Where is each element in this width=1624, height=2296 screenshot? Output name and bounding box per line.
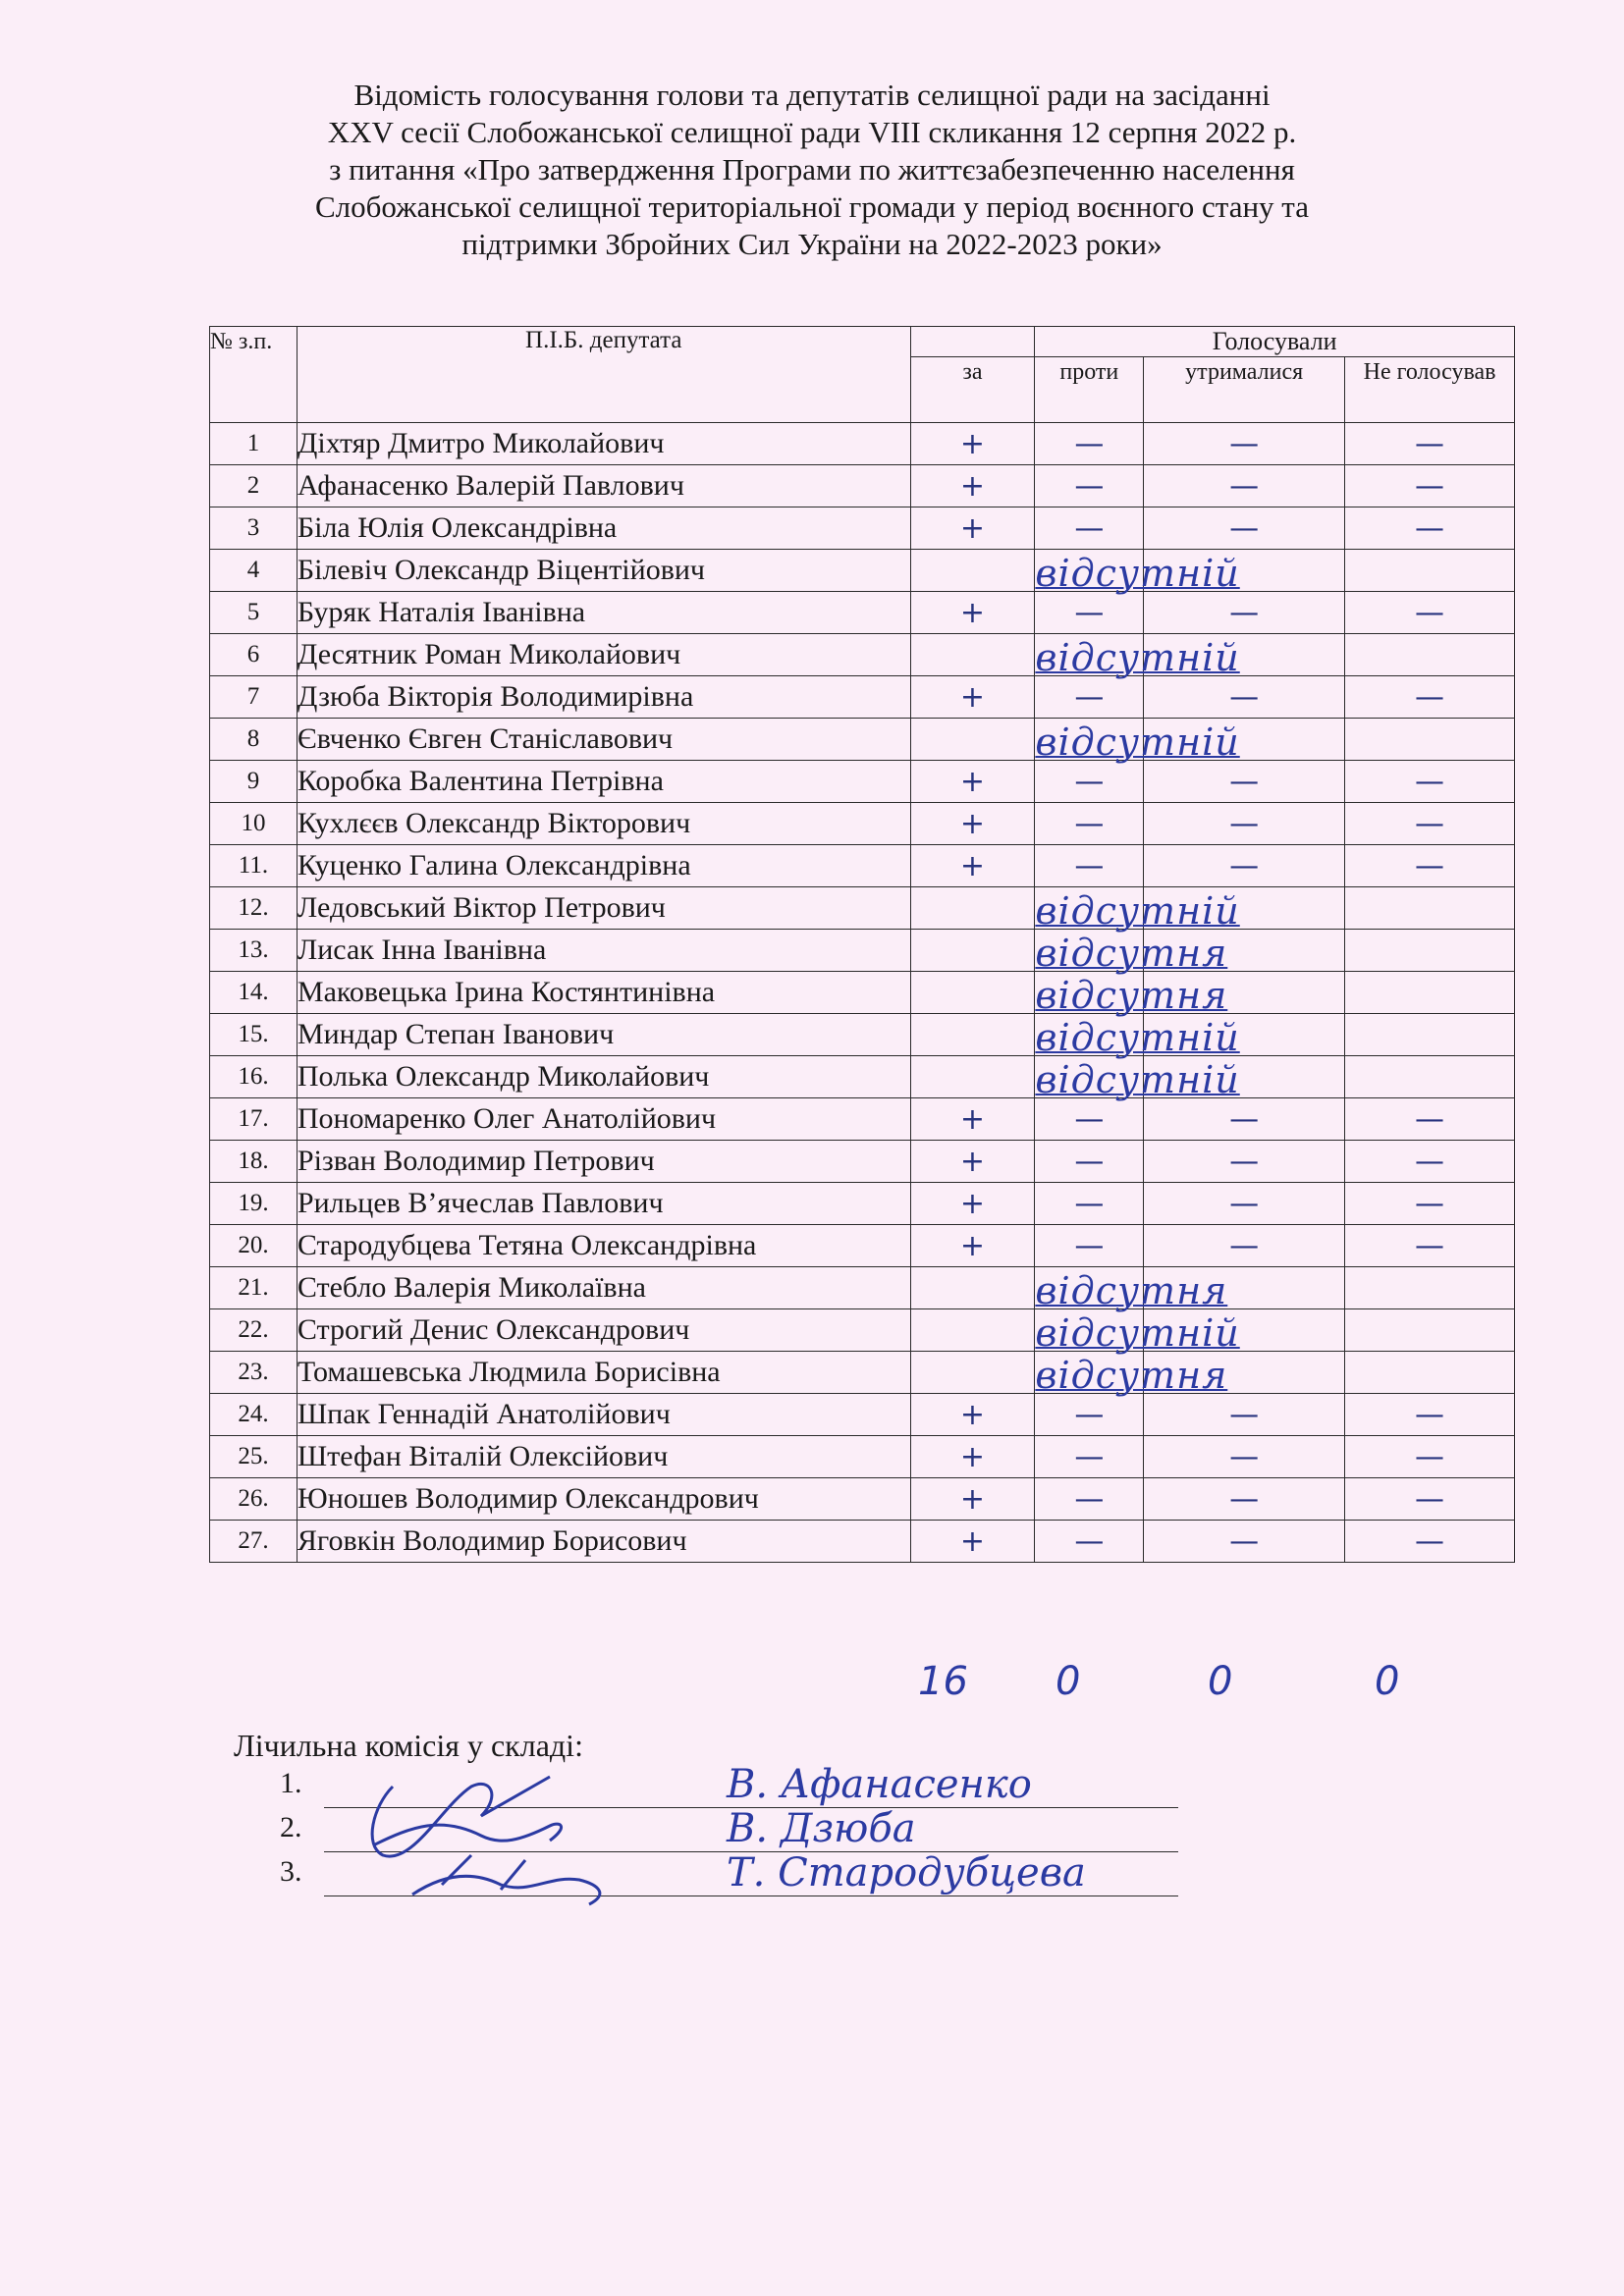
title-line: підтримки Збройних Сил України на 2022-2023 роки» (461, 227, 1163, 261)
row-number: 7 (210, 676, 298, 719)
header-name: П.І.Б. депутата (297, 327, 910, 423)
row-number: 19. (210, 1183, 298, 1225)
deputy-name: Куценко Галина Олександрівна (297, 845, 910, 887)
deputy-name: Діхтяр Дмитро Миколайович (297, 423, 910, 465)
vote-ne-holosuvav: — (1345, 1436, 1515, 1478)
vote-proty: — (1035, 465, 1144, 507)
vote-ne-holosuvav: — (1345, 676, 1515, 719)
table-row (210, 803, 1515, 845)
total-utrymalysia: 0 (1208, 1659, 1233, 1704)
vote-ne-holosuvav (1345, 1014, 1515, 1056)
vote-za: + (910, 1394, 1035, 1436)
vote-za: + (910, 676, 1035, 719)
absent-note: відсутній (1035, 889, 1240, 933)
vote-ne-holosuvav: — (1345, 423, 1515, 465)
vote-za: + (910, 592, 1035, 634)
header-proty: проти (1035, 357, 1144, 423)
vote-ne-holosuvav: — (1345, 1478, 1515, 1521)
vote-za: + (910, 1225, 1035, 1267)
vote-za: + (910, 465, 1035, 507)
deputy-name: Біла Юлія Олександрівна (297, 507, 910, 550)
table-row (210, 887, 1515, 930)
vote-proty (1035, 1056, 1240, 1101)
member-name: В. Афанасенко (727, 1762, 1032, 1807)
vote-za (910, 719, 1035, 761)
row-number: 27. (210, 1521, 298, 1563)
vote-utrymalysia: — (1144, 1478, 1345, 1521)
member-name: В. Дзюба (727, 1806, 916, 1851)
vote-ne-holosuvav: — (1345, 507, 1515, 550)
table-row (210, 1183, 1515, 1225)
vote-utrymalysia (1144, 1352, 1345, 1394)
vote-za: + (910, 1098, 1035, 1141)
vote-utrymalysia: — (1144, 1225, 1345, 1267)
vote-za (910, 1309, 1035, 1352)
row-number: 17. (210, 1098, 298, 1141)
table-row (210, 423, 1515, 465)
row-number: 8 (210, 719, 298, 761)
table-row (210, 1014, 1515, 1056)
absent-note: відсутня (1035, 974, 1228, 1017)
deputy-name: Миндар Степан Іванович (297, 1014, 910, 1056)
row-number: 3 (210, 507, 298, 550)
absent-note: відсутній (1035, 1058, 1240, 1101)
deputy-name: Штефан Віталій Олексійович (297, 1436, 910, 1478)
vote-utrymalysia: — (1144, 845, 1345, 887)
deputy-name: Десятник Роман Миколайович (297, 634, 910, 676)
vote-ne-holosuvav: — (1345, 465, 1515, 507)
vote-za: + (910, 423, 1035, 465)
vote-proty: — (1035, 1436, 1144, 1478)
vote-utrymalysia: — (1144, 1436, 1345, 1478)
vote-ne-holosuvav: — (1345, 845, 1515, 887)
vote-ne-holosuvav: — (1345, 1098, 1515, 1141)
member-number: 1. (280, 1767, 302, 1799)
deputy-name: Буряк Наталія Іванівна (297, 592, 910, 634)
vote-za: + (910, 1141, 1035, 1183)
vote-ne-holosuvav (1345, 930, 1515, 972)
vote-utrymalysia (1144, 887, 1345, 930)
vote-za: + (910, 803, 1035, 845)
header-voted: Голосували (1035, 327, 1515, 357)
vote-proty: — (1035, 1183, 1144, 1225)
deputy-name: Томашевська Людмила Борисівна (297, 1352, 910, 1394)
vote-utrymalysia: — (1144, 465, 1345, 507)
vote-ne-holosuvav: — (1345, 1183, 1515, 1225)
absent-note: відсутня (1035, 1354, 1228, 1397)
vote-proty (1035, 887, 1240, 933)
row-number: 25. (210, 1436, 298, 1478)
row-number: 9 (210, 761, 298, 803)
vote-proty: — (1035, 1098, 1144, 1141)
vote-ne-holosuvav: — (1345, 1521, 1515, 1563)
vote-utrymalysia: — (1144, 423, 1345, 465)
table-row (210, 676, 1515, 719)
vote-proty: — (1035, 1521, 1144, 1563)
vote-ne-holosuvav (1345, 1352, 1515, 1394)
table-row (210, 1267, 1515, 1309)
vote-ne-holosuvav (1345, 1056, 1515, 1098)
table-row (210, 1225, 1515, 1267)
deputy-name: Ледовський Віктор Петрович (297, 887, 910, 930)
vote-proty (1035, 930, 1228, 975)
deputy-name: Пономаренко Олег Анатолійович (297, 1098, 910, 1141)
row-number: 15. (210, 1014, 298, 1056)
deputy-name: Стебло Валерія Миколаївна (297, 1267, 910, 1309)
header-ne-holosuvav: Не голосував (1345, 357, 1515, 423)
vote-za (910, 634, 1035, 676)
vote-utrymalysia: — (1144, 1098, 1345, 1141)
table-row (210, 930, 1515, 972)
vote-ne-holosuvav (1345, 1309, 1515, 1352)
vote-utrymalysia: — (1144, 1183, 1345, 1225)
deputy-name: Євченко Євген Станіславович (297, 719, 910, 761)
row-number: 12. (210, 887, 298, 930)
table-row (210, 550, 1515, 592)
absent-note: відсутня (1035, 932, 1228, 975)
deputy-name: Білевіч Олександр Віцентійович (297, 550, 910, 592)
table-row (210, 1309, 1515, 1352)
absent-note: відсутній (1035, 636, 1240, 679)
member-number: 3. (280, 1855, 302, 1888)
vote-utrymalysia: — (1144, 676, 1345, 719)
row-number: 22. (210, 1309, 298, 1352)
table-row (210, 1521, 1515, 1563)
vote-utrymalysia (1144, 1014, 1345, 1056)
deputy-name: Кухлєєв Олександр Вікторович (297, 803, 910, 845)
vote-utrymalysia (1144, 550, 1345, 592)
vote-proty (1035, 1267, 1228, 1312)
absent-note: відсутній (1035, 552, 1240, 595)
row-number: 5 (210, 592, 298, 634)
header-number: № з.п. (210, 327, 298, 423)
row-number: 10 (210, 803, 298, 845)
vote-utrymalysia (1144, 719, 1345, 761)
vote-za: + (910, 1478, 1035, 1521)
row-number: 16. (210, 1056, 298, 1098)
vote-proty: — (1035, 761, 1144, 803)
vote-proty: — (1035, 592, 1144, 634)
row-number: 21. (210, 1267, 298, 1309)
vote-za: + (910, 845, 1035, 887)
row-number: 18. (210, 1141, 298, 1183)
deputy-name: Лисак Інна Іванівна (297, 930, 910, 972)
table-row (210, 1478, 1515, 1521)
vote-ne-holosuvav: — (1345, 1225, 1515, 1267)
vote-utrymalysia: — (1144, 1521, 1345, 1563)
table-row (210, 592, 1515, 634)
vote-ne-holosuvav: — (1345, 803, 1515, 845)
vote-utrymalysia: — (1144, 1394, 1345, 1436)
vote-za: + (910, 761, 1035, 803)
table-row (210, 1098, 1515, 1141)
row-number: 4 (210, 550, 298, 592)
vote-za (910, 972, 1035, 1014)
vote-za (910, 1267, 1035, 1309)
document-title (0, 77, 1624, 263)
vote-proty (1035, 972, 1228, 1017)
member-number: 2. (280, 1811, 302, 1843)
vote-ne-holosuvav: — (1345, 1394, 1515, 1436)
absent-note: відсутня (1035, 1269, 1228, 1312)
vote-za: + (910, 507, 1035, 550)
title-line: з питання «Про затвердження Програми по життєзабезпеченню населення (329, 152, 1295, 187)
table-row (210, 1141, 1515, 1183)
vote-ne-holosuvav: — (1345, 1141, 1515, 1183)
vote-utrymalysia: — (1144, 1141, 1345, 1183)
vote-za: + (910, 1436, 1035, 1478)
deputy-name: Шпак Геннадій Анатолійович (297, 1394, 910, 1436)
vote-za (910, 1014, 1035, 1056)
vote-utrymalysia: — (1144, 761, 1345, 803)
table-row (210, 719, 1515, 761)
table-row (210, 761, 1515, 803)
deputy-name: Афанасенко Валерій Павлович (297, 465, 910, 507)
vote-za (910, 1352, 1035, 1394)
vote-ne-holosuvav: — (1345, 592, 1515, 634)
title-line: Слобожанської селищної територіальної громади у період воєнного стану та (315, 189, 1309, 224)
total-za: 16 (918, 1659, 968, 1704)
vote-za: + (910, 1183, 1035, 1225)
vote-ne-holosuvav (1345, 719, 1515, 761)
table-row (210, 1394, 1515, 1436)
table-row (210, 507, 1515, 550)
row-number: 26. (210, 1478, 298, 1521)
vote-proty: — (1035, 1394, 1144, 1436)
deputy-name: Строгий Денис Олександрович (297, 1309, 910, 1352)
deputy-name: Полька Олександр Миколайович (297, 1056, 910, 1098)
vote-ne-holosuvav (1345, 1267, 1515, 1309)
absent-note: відсутній (1035, 1016, 1240, 1059)
vote-ne-holosuvav (1345, 634, 1515, 676)
table-row (210, 845, 1515, 887)
vote-utrymalysia (1144, 1309, 1345, 1352)
absent-note: відсутній (1035, 721, 1240, 764)
vote-proty (1035, 1014, 1240, 1059)
vote-utrymalysia: — (1144, 507, 1345, 550)
row-number: 24. (210, 1394, 298, 1436)
vote-proty: — (1035, 1225, 1144, 1267)
table-row (210, 634, 1515, 676)
row-number: 20. (210, 1225, 298, 1267)
table-row (210, 1056, 1515, 1098)
row-number: 11. (210, 845, 298, 887)
title-line: XXV сесії Слобожанської селищної ради VIII скликання 12 серпня 2022 р. (327, 115, 1297, 149)
vote-proty (1035, 1352, 1228, 1397)
row-number: 14. (210, 972, 298, 1014)
vote-utrymalysia: — (1144, 803, 1345, 845)
vote-proty: — (1035, 1478, 1144, 1521)
vote-za: + (910, 1521, 1035, 1563)
row-number: 2 (210, 465, 298, 507)
deputy-name: Рильцев В’ячеслав Павлович (297, 1183, 910, 1225)
row-number: 6 (210, 634, 298, 676)
total-proty: 0 (1056, 1659, 1081, 1704)
vote-za (910, 930, 1035, 972)
vote-utrymalysia (1144, 634, 1345, 676)
vote-utrymalysia (1144, 1267, 1345, 1309)
vote-ne-holosuvav (1345, 887, 1515, 930)
title-line: Відомість голосування голови та депутатів селищної ради на засіданні (353, 78, 1271, 112)
row-number: 23. (210, 1352, 298, 1394)
vote-za (910, 887, 1035, 930)
vote-za (910, 1056, 1035, 1098)
vote-proty: — (1035, 1141, 1144, 1183)
deputy-name: Дзюба Вікторія Володимирівна (297, 676, 910, 719)
table-row (210, 972, 1515, 1014)
absent-note: відсутній (1035, 1311, 1240, 1355)
header-za: за (910, 357, 1035, 423)
vote-proty: — (1035, 845, 1144, 887)
vote-proty: — (1035, 507, 1144, 550)
deputy-name: Юношев Володимир Олександрович (297, 1478, 910, 1521)
table-row (210, 1436, 1515, 1478)
deputy-name: Маковецька Ірина Костянтинівна (297, 972, 910, 1014)
totals-row (0, 1659, 1624, 1718)
vote-proty (1035, 1309, 1240, 1355)
signature-scribbles (353, 1747, 648, 1924)
member-name: Т. Стародубцева (727, 1850, 1086, 1896)
vote-proty: — (1035, 423, 1144, 465)
vote-utrymalysia (1144, 1056, 1345, 1098)
vote-utrymalysia (1144, 972, 1345, 1014)
vote-proty (1035, 719, 1240, 764)
vote-proty (1035, 634, 1240, 679)
row-number: 1 (210, 423, 298, 465)
header-blank (910, 327, 1035, 357)
deputy-name: Коробка Валентина Петрівна (297, 761, 910, 803)
vote-za (910, 550, 1035, 592)
row-number: 13. (210, 930, 298, 972)
vote-proty: — (1035, 676, 1144, 719)
deputy-name: Стародубцева Тетяна Олександрівна (297, 1225, 910, 1267)
vote-ne-holosuvav (1345, 550, 1515, 592)
vote-utrymalysia: — (1144, 592, 1345, 634)
voting-table (209, 326, 1515, 1563)
vote-proty (1035, 550, 1240, 595)
vote-utrymalysia (1144, 930, 1345, 972)
table-row (210, 465, 1515, 507)
header-utrymalysia: утрималися (1144, 357, 1345, 423)
total-ne-holosuvav: 0 (1375, 1659, 1400, 1704)
table-row (210, 1352, 1515, 1394)
vote-ne-holosuvav (1345, 972, 1515, 1014)
table-body (210, 423, 1515, 1563)
vote-proty: — (1035, 803, 1144, 845)
commission-label: Лічильна комісія у складі: (234, 1728, 583, 1763)
deputy-name: Яговкін Володимир Борисович (297, 1521, 910, 1563)
deputy-name: Різван Володимир Петрович (297, 1141, 910, 1183)
vote-ne-holosuvav: — (1345, 761, 1515, 803)
